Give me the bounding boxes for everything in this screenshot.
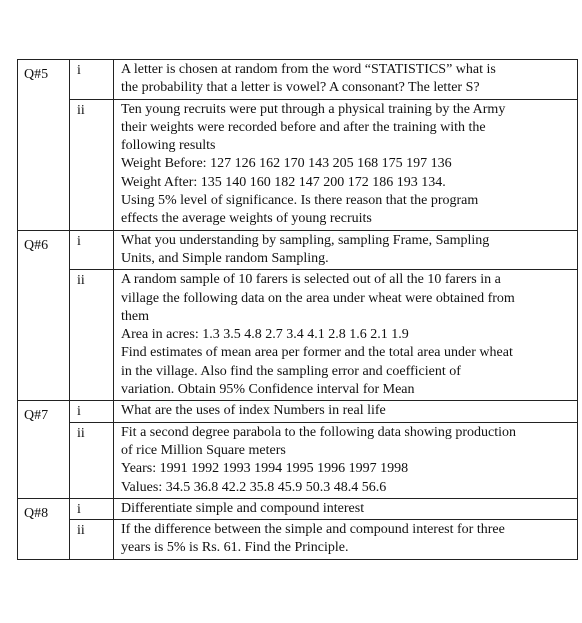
question-row <box>18 60 578 100</box>
part-label: i <box>70 60 114 100</box>
question-text-line: Ten young recruits were put through a physical training by the Army <box>121 101 506 117</box>
question-text <box>114 401 578 422</box>
part-label: ii <box>70 270 114 401</box>
question-text <box>114 498 578 519</box>
question-text-line: A letter is chosen at random from the word “STATISTICS” what is <box>121 62 496 77</box>
question-text-line: Weight After: 135 140 160 182 147 200 172 186 193 134. <box>121 174 446 190</box>
question-number: Q#7 <box>18 401 70 498</box>
question-text-line: What you understanding by sampling, sampling Frame, Sampling <box>121 232 490 248</box>
part-label: ii <box>70 422 114 498</box>
part-label: i <box>70 230 114 270</box>
question-row <box>18 401 578 422</box>
question-text-line: Values: 34.5 36.8 42.2 35.8 45.9 50.3 48.4 56.6 <box>121 479 387 495</box>
question-number: Q#8 <box>18 498 70 559</box>
part-label: i <box>70 498 114 519</box>
question-text-line: the probability that a letter is vowel? A consonant? The letter S? <box>121 80 480 96</box>
question-text-line: following results <box>121 138 216 154</box>
question-row <box>18 422 578 498</box>
part-label: i <box>70 401 114 422</box>
question-number: Q#6 <box>18 230 70 401</box>
part-label: ii <box>70 99 114 230</box>
question-text <box>114 230 578 270</box>
question-text-line: Fit a second degree parabola to the following data showing production <box>121 424 517 440</box>
question-text-line: Find estimates of mean area per former and the total area under wheat <box>121 345 513 361</box>
question-text-line: Units, and Simple random Sampling. <box>121 250 329 266</box>
question-text-line: of rice Million Square meters <box>121 442 286 458</box>
question-number: Q#5 <box>18 60 70 231</box>
question-text-line: variation. Obtain 95% Confidence interval for Mean <box>121 382 415 398</box>
question-row <box>18 270 578 401</box>
question-row <box>18 230 578 270</box>
question-text <box>114 60 578 100</box>
question-text-line: What are the uses of index Numbers in real life <box>121 403 386 419</box>
question-text-line: years is 5% is Rs. 61. Find the Principle. <box>121 540 349 556</box>
question-sheet <box>17 59 577 560</box>
question-text-line: Using 5% level of significance. Is there reason that the program <box>121 193 479 209</box>
question-text-line: them <box>121 308 149 324</box>
question-row <box>18 520 578 560</box>
question-text-line: in the village. Also find the sampling error and coefficient of <box>121 363 461 379</box>
question-text-line: their weights were recorded before and after the training with the <box>121 119 486 135</box>
question-text-line: A random sample of 10 farers is selected out of all the 10 farers in a <box>121 272 501 288</box>
question-text-line: Years: 1991 1992 1993 1994 1995 1996 1997 1998 <box>121 461 409 477</box>
question-row <box>18 498 578 519</box>
part-label: ii <box>70 520 114 560</box>
question-row <box>18 99 578 230</box>
question-text <box>114 520 578 560</box>
question-text-line: Differentiate simple and compound interest <box>121 500 365 516</box>
question-text-line: village the following data on the area under wheat were obtained from <box>121 290 515 306</box>
question-text-line: Area in acres: 1.3 3.5 4.8 2.7 3.4 4.1 2.8 1.6 2.1 1.9 <box>121 327 409 343</box>
question-text-line: If the difference between the simple and compound interest for three <box>121 522 505 538</box>
question-text-line: effects the average weights of young recruits <box>121 211 372 227</box>
question-text <box>114 270 578 401</box>
questions-table <box>17 59 578 560</box>
question-text <box>114 99 578 230</box>
question-text <box>114 422 578 498</box>
question-text-line: Weight Before: 127 126 162 170 143 205 168 175 197 136 <box>121 156 452 172</box>
